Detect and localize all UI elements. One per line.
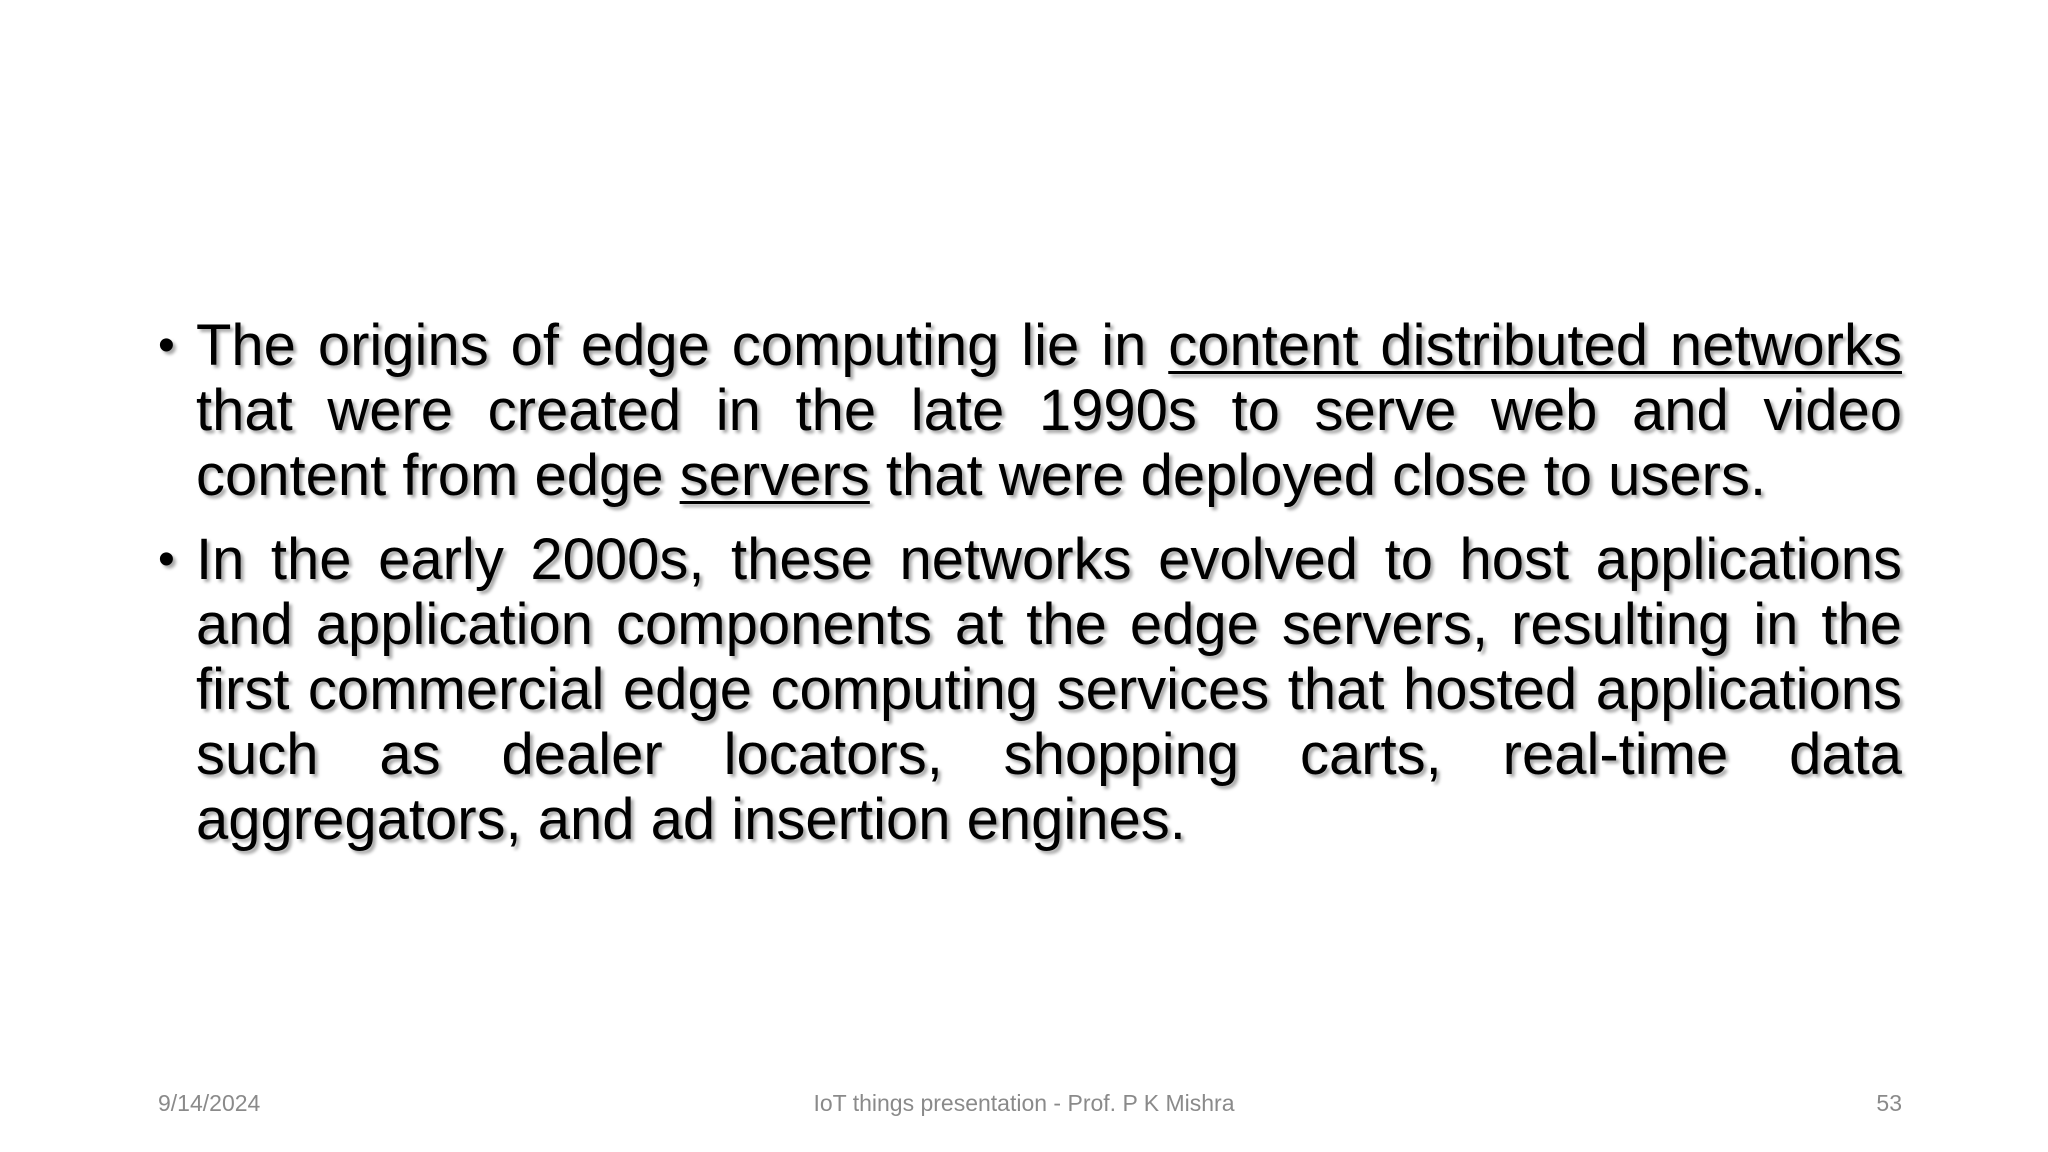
footer-title: IoT things presentation - Prof. P K Mishra <box>813 1090 1235 1116</box>
bullet-text-segment: In the early 2000s, these networks evolved to host applications and application components at the edge servers, resulting in the first commercial edge computing services that hosted applications such as dealer locators, shopping carts, real-time data aggregators, and ad insertion engines. <box>196 527 1902 852</box>
bullet-marker: • <box>158 319 175 372</box>
bullet-marker: • <box>158 533 175 586</box>
bullet-text-segment: The origins of edge computing lie in <box>196 313 1169 378</box>
bullet-item-2 <box>158 527 1902 852</box>
bullet-text-segment: that were created in the late 1990s to serve web and video content from edge <box>196 378 1902 508</box>
underlined-term-servers: servers <box>679 443 870 508</box>
slide-content <box>158 313 1902 871</box>
underlined-term-content-distributed-networks: content distributed networks <box>1168 313 1902 378</box>
bullet-text-segment: that were deployed close to users. <box>869 443 1767 508</box>
footer-date: 9/14/2024 <box>158 1090 261 1116</box>
footer-page-number: 53 <box>1876 1090 1902 1116</box>
bullet-item-1 <box>158 313 1902 508</box>
